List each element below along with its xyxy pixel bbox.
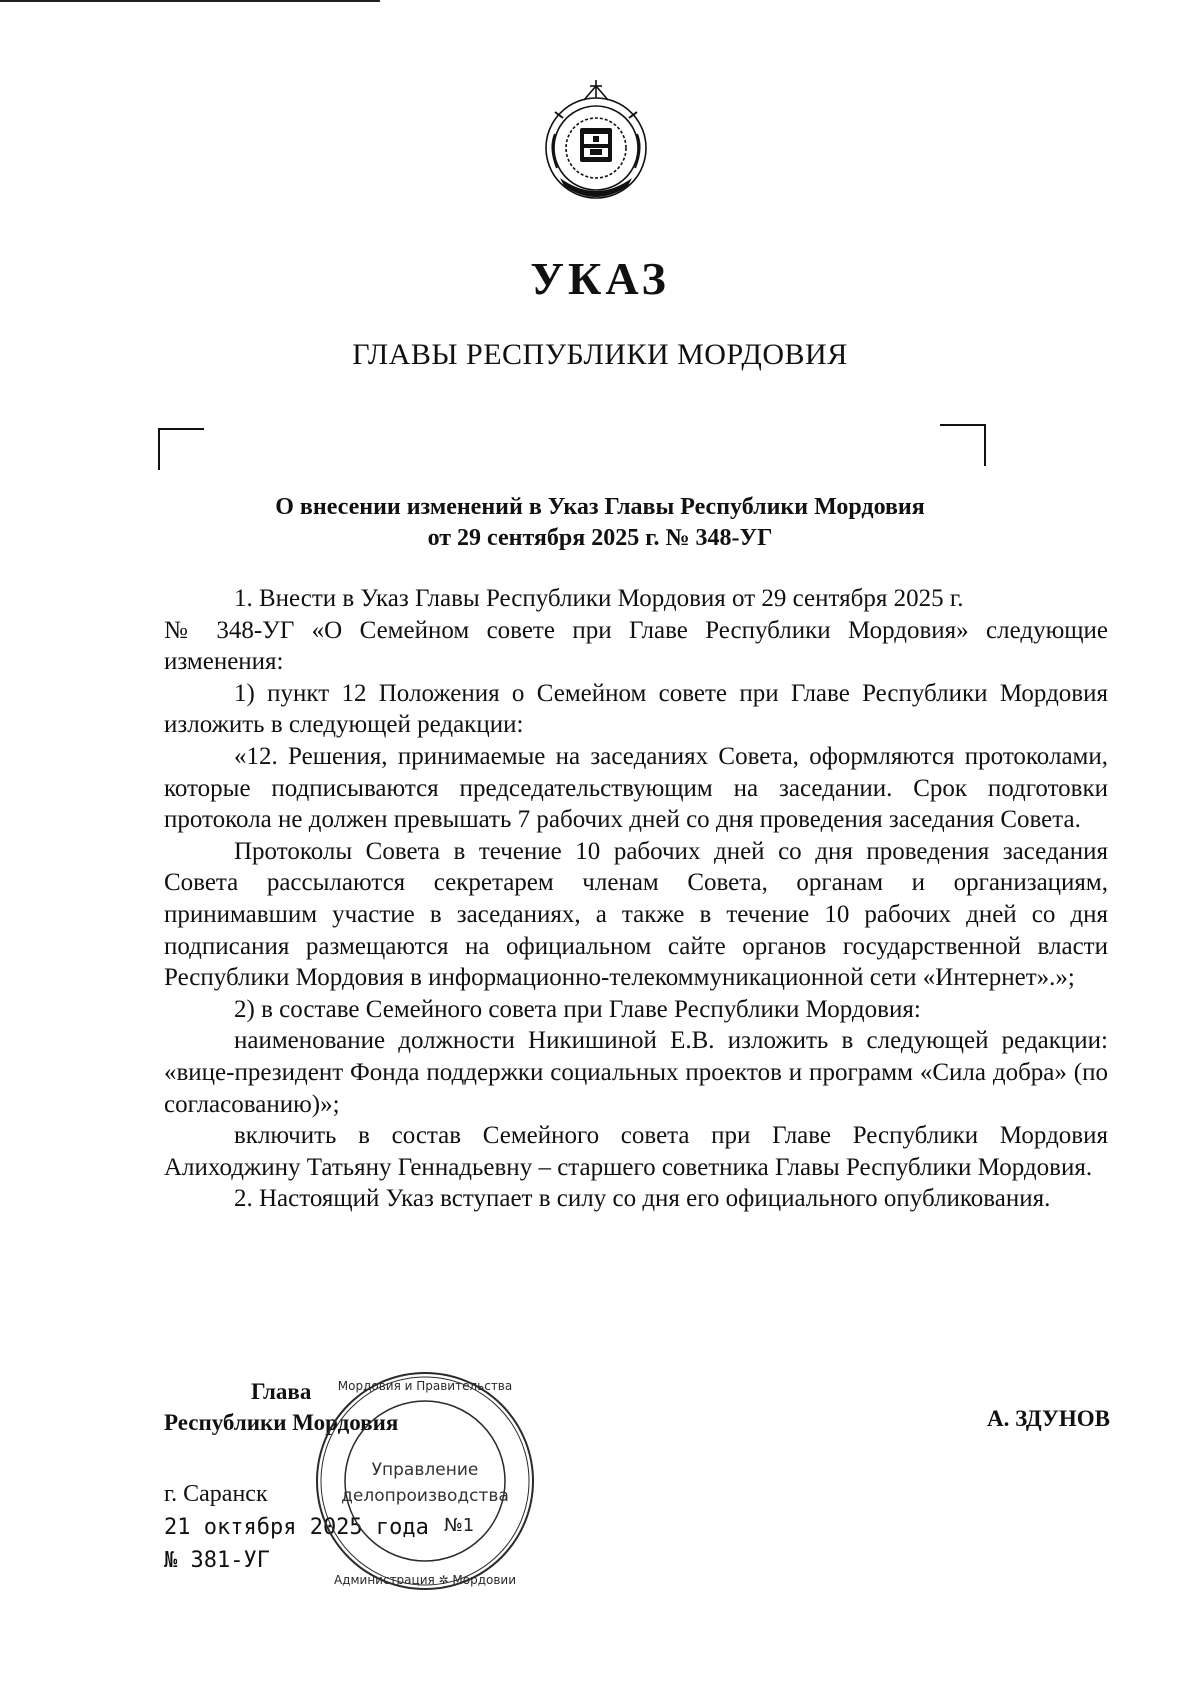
signatory-name: А. ЗДУНОВ (987, 1406, 1110, 1431)
paragraph-protocols: Протоколы Совета в течение 10 рабочих дней со дня проведения заседания Совета рассылаются секретарем членам Совета, органам и организациям, принимавшим участие в заседаниях, а также в течение 10 рабочих дней со дня подписания размещаются на официальном сайте органов государственной власти Республики Мордовия в информационно-телекоммуникационной сети «Интернет».»; (164, 837, 1108, 992)
paragraph-1-continued: № 348-УГ «О Семейном совете при Главе Республики Мордовия» следующие изменения: (164, 616, 1108, 676)
issue-date: 21 октября 2025 года (164, 1515, 429, 1540)
paragraph-item-1: 1) пункт 12 Положения о Семейном совете при Главе Республики Мордовия изложить в следующей редакции: (164, 679, 1108, 739)
document-body (164, 583, 1108, 1215)
stamp-center-line-2: делопроизводства (341, 1486, 509, 1506)
signatory-role-line-2: Республики Мордовия (164, 1410, 399, 1435)
decree-number: № 381-УГ (164, 1548, 270, 1573)
title-bracket-left (158, 428, 204, 470)
title-bracket-right (940, 424, 986, 466)
title-line-1: О внесении изменений в Указ Главы Республики Мордовия (275, 494, 925, 520)
title-line-2: от 29 сентября 2025 г. № 348-УГ (427, 525, 773, 551)
stamp-number: №1 (444, 1515, 475, 1536)
document-title (160, 492, 1040, 554)
stamp-center-line-1: Управление (371, 1460, 479, 1480)
svg-text:Администрация ✲ Мордовии: Администрация ✲ Мордовии (333, 1573, 517, 1587)
paragraph-2: 2. Настоящий Указ вступает в силу со дня его официального опубликования. (234, 1185, 1051, 1213)
registration-stamp (312, 1368, 538, 1594)
paragraph-1: 1. Внести в Указ Главы Республики Мордовия от 29 сентября 2025 г. (234, 585, 964, 612)
issue-city: г. Саранск (164, 1481, 268, 1507)
paragraph-position-change: наименование должности Никишиной Е.В. изложить в следующей редакции: «вице-президент Фонда поддержки социальных проектов и программ «Сила добра» (по согласованию)»; (164, 1027, 1108, 1118)
svg-text:Мордовия и Правительства: Мордовия и Правительства (337, 1379, 513, 1393)
signatory-role-line-1: Глава (250, 1379, 312, 1404)
issuing-authority: ГЛАВЫ РЕСПУБЛИКИ МОРДОВИЯ (352, 338, 848, 371)
coat-of-arms-emblem (535, 78, 657, 210)
scan-edge-line (0, 0, 380, 2)
document-type-heading: УКАЗ (530, 253, 670, 304)
paragraph-item-2: 2) в составе Семейного совета при Главе Республики Мордовия: (234, 995, 921, 1023)
paragraph-quote-12: «12. Решения, принимаемые на заседаниях Совета, оформляются протоколами, которые подписываются председательствующим на заседании. Срок подготовки протокола не должен превышать 7 рабочих дней со дня проведения заседания Совета. (164, 742, 1108, 834)
paragraph-include-member: включить в состав Семейного совета при Главе Республики Мордовия Алиходжину Татьяну Геннадьевну – старшего советника Главы Республики Мордовия. (164, 1122, 1108, 1181)
